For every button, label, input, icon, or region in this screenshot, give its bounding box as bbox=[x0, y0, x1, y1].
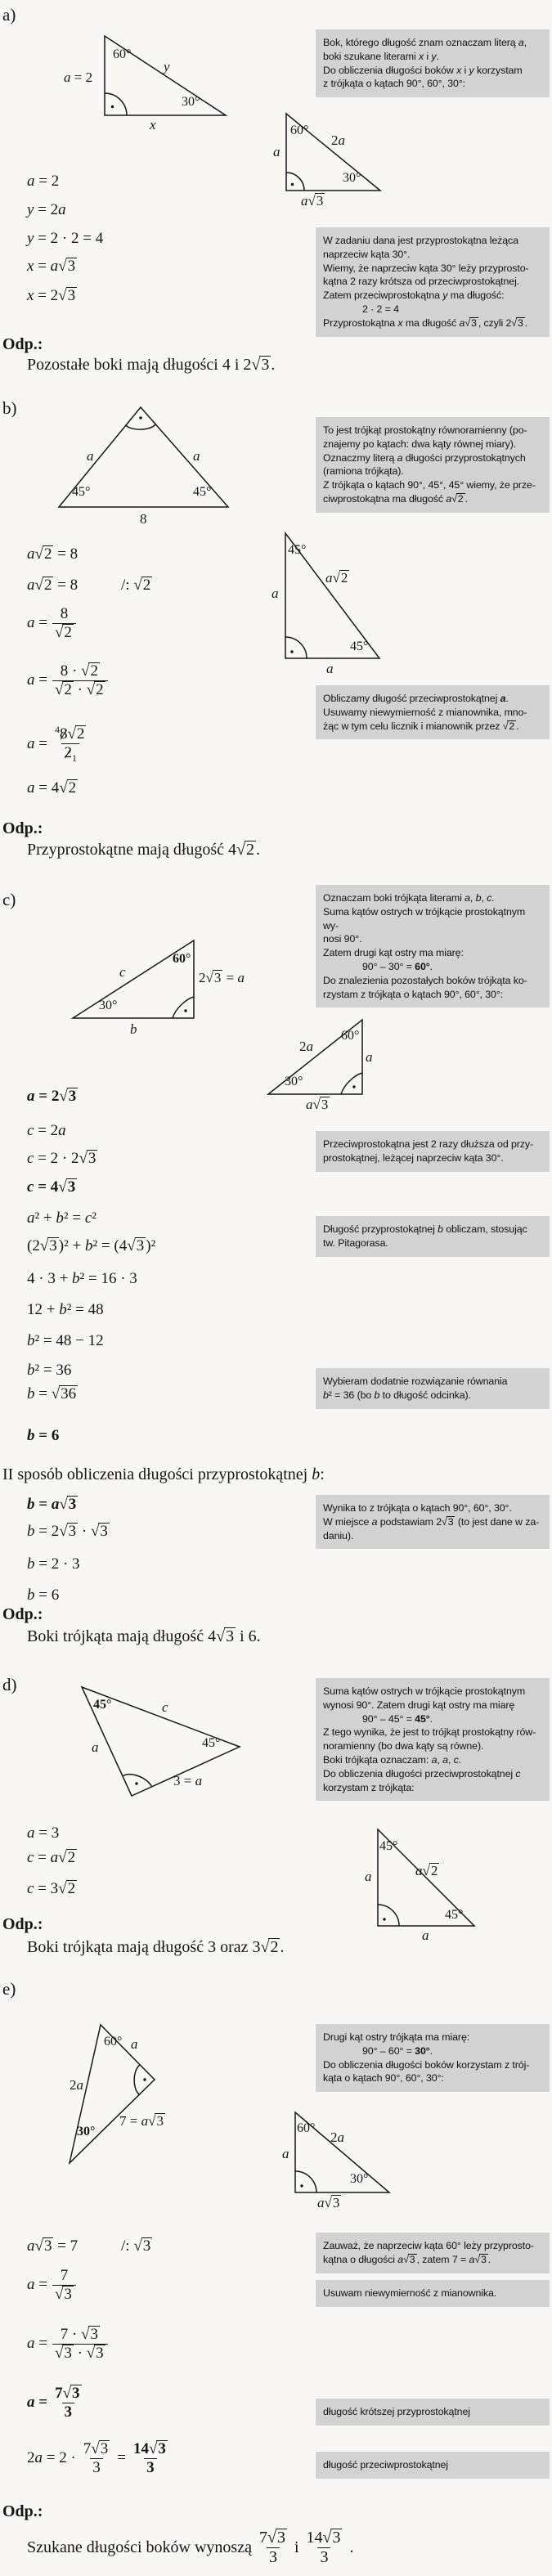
equation-lhs: a = bbox=[27, 2276, 47, 2294]
triangle-b-side-bottom: 8 bbox=[140, 511, 147, 527]
triangle-e-ref-side-bottom: a√3 bbox=[317, 2195, 340, 2210]
section-e-label: e) bbox=[2, 1979, 16, 1999]
triangle-e-ref-side-left: a bbox=[282, 2146, 289, 2161]
triangle-c-ref-hypotenuse: 2a bbox=[299, 1039, 313, 1054]
triangle-d-ref-angle-right: 45° bbox=[445, 1908, 464, 1922]
fraction bbox=[52, 725, 88, 765]
triangle-e-ref-hypotenuse: 2a bbox=[330, 2129, 344, 2145]
note-box-b-triangle-type: To jest trójkąt prostokątny równoramienny (po- znajemy po kątach: dwa kąty równej miary). Oznaczmy literą a długości przyprostokątnych (ramiona trójkąta). Z trójkąta o kątach 90°, 45°, 45° wiemy, że prze- ciwprostokątna ma długość a√2 . bbox=[316, 417, 550, 513]
equation-c-m2-1: b = a√3 bbox=[27, 1496, 77, 1513]
triangle-c-angle-top: 60° bbox=[173, 952, 191, 966]
answer-a-heading: Odp.: bbox=[2, 335, 43, 353]
fraction-numerator: 14√3 bbox=[132, 2440, 166, 2457]
fraction-numerator: 7√3 bbox=[258, 2529, 285, 2547]
equation-c-m2-2: b = 2√3 · √3 bbox=[27, 1523, 108, 1540]
triangle-d-ref-hypotenuse: a√2 bbox=[415, 1863, 438, 1878]
answer-c-heading: Odp.: bbox=[2, 1605, 43, 1623]
equation-lhs: a = bbox=[27, 2394, 48, 2412]
triangle-b-side-right: a bbox=[193, 448, 200, 464]
triangle-a-angle-top: 60° bbox=[113, 47, 132, 61]
fraction-numerator: 7√3 bbox=[55, 2385, 80, 2402]
equation-e-1: a√3 = 7 bbox=[27, 2237, 79, 2255]
note-box-c-pythagoras: Długość przyprostokątnej b obliczam, stosując tw. Pitagorasa. bbox=[316, 1216, 550, 1257]
triangle-d-angle-top: 45° bbox=[93, 1698, 112, 1712]
triangle-b-side-left: a bbox=[87, 448, 94, 464]
section-a-label: a) bbox=[2, 5, 16, 25]
triangle-d-angle-right: 45° bbox=[202, 1736, 221, 1750]
note-box-c-angles: Oznaczam boki trójkąta literami a, b, c. Suma kątów ostrych w trójkącie prostokątnym wy- nosi 90°. Zatem drugi kąt ostry ma miarę: 90° – 30° = 60°. Do znalezienia pozostałych boków trójkąta ko- rzystam z trójkąta o kątach 90°, 60°, 30°: bbox=[316, 885, 550, 1008]
triangle-c-angle-left: 30° bbox=[99, 999, 118, 1012]
triangle-c-ref-side-right: a bbox=[366, 1049, 373, 1065]
answer-b-text: Przyprostokątne mają długość 4√2 . bbox=[27, 841, 261, 859]
note-box-e-shorter-leg: długość krótszej przyprostokątnej bbox=[316, 2399, 550, 2426]
fraction-denominator: 3 bbox=[144, 2458, 157, 2477]
triangle-b-angle-left: 45° bbox=[72, 485, 91, 499]
equation-c-9: b² = 48 − 12 bbox=[27, 1332, 104, 1349]
triangle-d-ref-side-left: a bbox=[365, 1869, 372, 1884]
equation-c-11: b = √36 bbox=[27, 1385, 77, 1402]
note-box-c-hypotenuse: Przeciwprostokątna jest 2 razy dłuższa od przy- prostokątnej, leżącej naprzeciw kąta 30°. bbox=[316, 1131, 550, 1172]
triangle-d-side-left: a bbox=[92, 1739, 99, 1755]
equation-c-7: 4 · 3 + b² = 16 · 3 bbox=[27, 1270, 137, 1287]
note-box-c-method2: Wynika to z trójkąta o kątach 90°, 60°, 30°. W miejsce a podstawiam 2√3 (to jest dane w za- daniu). bbox=[316, 1495, 550, 1549]
answer-prefix: Szukane długości boków wynoszą bbox=[27, 2538, 252, 2556]
equation-b-fraction-3-cancelled bbox=[27, 725, 88, 765]
equation-e-1-operation-note: /: √3 bbox=[121, 2237, 151, 2255]
fraction-numerator: 7 bbox=[60, 2267, 69, 2284]
fraction bbox=[81, 2440, 112, 2477]
answer-e-heading: Odp.: bbox=[2, 2502, 43, 2520]
equation-e-fraction-2 bbox=[27, 2326, 108, 2363]
triangle-e-ref-angle-top: 60° bbox=[297, 2121, 316, 2135]
note-box-a-given: Bok, którego długość znam oznaczam literą a, boki szukane literami x i y. Do obliczenia długości boków x i y korzystam z trójkąta o kątach 90°, 60°, 30°: bbox=[316, 29, 550, 97]
triangle-e-ref-angle-right: 30° bbox=[350, 2172, 369, 2186]
triangle-c-side-right: 2√3 = a bbox=[199, 970, 245, 985]
equation-c-1: a = 2√3 bbox=[27, 1088, 77, 1105]
note-box-e-rationalize: Usuwam niewymierność z mianownika. bbox=[316, 2280, 550, 2307]
equation-lhs: 2a = 2 · bbox=[27, 2449, 76, 2467]
triangle-a-side-hypotenuse: y bbox=[164, 59, 170, 74]
answer-c-text: Boki trójkąta mają długość 4√3 i 6. bbox=[27, 1627, 261, 1645]
section-c-method2-heading: II sposób obliczenia długości przyprostokątnej b: bbox=[2, 1465, 325, 1483]
section-c-label: c) bbox=[2, 890, 16, 909]
fraction bbox=[52, 2326, 108, 2363]
triangle-b-angle-right: 45° bbox=[193, 485, 212, 499]
period: . bbox=[349, 2538, 354, 2556]
triangle-e-side-left: 2a bbox=[70, 2077, 83, 2093]
triangle-a-side-left: a = 2 bbox=[64, 70, 93, 85]
fraction bbox=[52, 2267, 76, 2304]
triangle-d-ref-side-bottom: a bbox=[422, 1928, 429, 1943]
equation-c-8: 12 + b² = 48 bbox=[27, 1301, 104, 1318]
equation-lhs: a = bbox=[27, 2335, 47, 2353]
note-box-a-conclusion: W zadaniu dana jest przyprostokątna leżąca naprzeciw kąta 30°. Wiemy, że naprzeciw kąta 30° leży przyprosto- kątna 2 razy krótsza od przeciwprostokątnej. Zatem przeciwprostokątna y ma długość: 2 · 2 = 4 Przyprostokątna x ma długość a√3 , czyli 2√3 . bbox=[316, 227, 550, 337]
equation-d-3: c = 3√2 bbox=[27, 1880, 76, 1897]
equation-lhs: a = bbox=[27, 614, 47, 632]
equation-a-3: y = 2 · 2 = 4 bbox=[27, 230, 104, 247]
note-box-c-positive-root: Wybieram dodatnie rozwiązanie równania b² = 36 (bo b to długość odcinka). bbox=[316, 1368, 550, 1409]
fraction bbox=[52, 605, 76, 642]
equation-b-1: a√2 = 8 bbox=[27, 545, 79, 563]
equation-d-1: a = 3 bbox=[27, 1824, 60, 1842]
equation-e-hypotenuse-result bbox=[27, 2440, 170, 2477]
answer-d-heading: Odp.: bbox=[2, 1915, 43, 1933]
equation-b-2-operation-note: /: √2 bbox=[121, 577, 151, 594]
equation-c-m2-4: b = 6 bbox=[27, 1586, 60, 1604]
fraction-denominator: √2 bbox=[52, 623, 76, 642]
fraction bbox=[304, 2529, 345, 2567]
section-d-label: d) bbox=[2, 1675, 17, 1694]
triangle-c-ref-angle-left: 30° bbox=[285, 1075, 303, 1088]
triangle-a-side-bottom: x bbox=[150, 117, 156, 132]
equation-a-5: x = 2√3 bbox=[27, 287, 76, 304]
note-box-e-angles: Drugi kąt ostry trójkąta ma miarę: 90° – 60° = 30°. Do obliczenia długości boków korzystam z trój- kąta o kątach 90°, 60°, 30°: bbox=[316, 2024, 550, 2092]
equation-c-3: c = 2 · 2√3 bbox=[27, 1150, 96, 1167]
fraction bbox=[131, 2440, 170, 2477]
equation-b-2: a√2 = 8 bbox=[27, 577, 79, 594]
equation-a-2: y = 2a bbox=[27, 201, 66, 218]
conjunction: i bbox=[294, 2538, 299, 2556]
fraction-denominator: √2 · √2 bbox=[52, 680, 108, 699]
fraction bbox=[52, 662, 108, 699]
triangle-a-ref-angle-top: 60° bbox=[290, 123, 309, 137]
triangle-a-ref-hypotenuse: 2a bbox=[331, 132, 345, 148]
equation-b-result: a = 4√2 bbox=[27, 779, 77, 797]
note-box-e-hypotenuse-label: długość przeciwprostokątnej bbox=[316, 2452, 550, 2479]
note-box-d-angles: Suma kątów ostrych w trójkącie prostokątnym wynosi 90°. Zatem drugi kąt ostry ma miarę 90° – 45° = 45°. Z tego wynika, że jest to trójkąt prostokątny rów- noramienny (bo dwa kąty są równe). Boki trójkąta oznaczam: a, a, c. Do obliczenia długości przeciwprostokątnej c korzystam z trójkąta: bbox=[316, 1678, 550, 1801]
fraction-denominator: 3 bbox=[317, 2547, 330, 2567]
answer-b-heading: Odp.: bbox=[2, 819, 43, 837]
fraction-numerator: 8 bbox=[60, 605, 69, 622]
triangle-b-ref-side-left: a bbox=[272, 586, 279, 601]
triangle-d-side-top: c bbox=[162, 1699, 168, 1715]
triangle-e-angle-top: 60° bbox=[104, 2035, 123, 2049]
equation-e-fraction-3-result bbox=[27, 2385, 84, 2421]
note-box-b-rationalize: Obliczamy długość przeciwprostokątnej a. Usuwamy niewymierność z mianownika, mno- żąc w tym celu licznik i mianownik przez √2 . bbox=[316, 685, 550, 739]
equals-sign: = bbox=[117, 2449, 126, 2467]
triangle-a-angle-right: 30° bbox=[182, 95, 200, 109]
equation-a-1: a = 2 bbox=[27, 173, 60, 190]
equation-c-10: b² = 36 bbox=[27, 1362, 72, 1379]
triangle-b-ref-angle-right: 45° bbox=[350, 640, 369, 653]
answer-d-text: Boki trójkąta mają długość 3 oraz 3√2 . bbox=[27, 1938, 285, 1956]
equation-b-fraction-2 bbox=[27, 662, 108, 699]
triangle-b-ref-hypotenuse: a√2 bbox=[325, 570, 348, 586]
equation-b-fraction-1 bbox=[27, 605, 76, 642]
triangle-b-ref-angle-top: 45° bbox=[288, 543, 307, 557]
triangle-a-ref-side-bottom: a√3 bbox=[301, 193, 324, 209]
equation-c-5-pythagoras: a² + b² = c² bbox=[27, 1209, 96, 1227]
triangle-e-side-top-right: a bbox=[131, 2036, 138, 2052]
equation-a-4: x = a√3 bbox=[27, 258, 76, 275]
equation-lhs: a = bbox=[27, 735, 47, 753]
fraction-numerator: $^4$8√2 bbox=[54, 724, 85, 743]
equation-c-4: c = 4√3 bbox=[27, 1178, 76, 1196]
fraction bbox=[52, 2385, 83, 2421]
triangle-c-ref-side-bottom: a√3 bbox=[306, 1097, 329, 1112]
fraction-numerator: 7√3 bbox=[83, 2440, 109, 2457]
fraction-denominator: √3 · √3 bbox=[52, 2344, 108, 2363]
triangle-c-side-bottom: b bbox=[130, 1021, 137, 1037]
fraction-numerator: 8 · √2 bbox=[60, 662, 98, 680]
equation-c-6: (2√3 )² + b² = (4√3 )² bbox=[27, 1237, 156, 1254]
equation-lhs: a = bbox=[27, 671, 47, 689]
fraction-denominator: √3 bbox=[52, 2285, 76, 2304]
triangle-e-angle-bottom: 30° bbox=[77, 2125, 96, 2138]
fraction-denominator: 3 bbox=[267, 2547, 280, 2567]
triangle-e-side-lower-right: 7 = a√3 bbox=[119, 2113, 164, 2129]
answer-e-text bbox=[27, 2529, 353, 2567]
triangle-c-hypotenuse: c bbox=[119, 964, 126, 980]
fraction bbox=[257, 2529, 289, 2567]
triangle-b-ref-side-bottom: a bbox=[326, 661, 334, 676]
fraction-numerator: 7 · √3 bbox=[60, 2326, 98, 2343]
equation-c-12-result: b = 6 bbox=[27, 1427, 60, 1444]
triangle-c-ref-angle-top: 60° bbox=[341, 1029, 360, 1043]
triangle-a-ref-angle-right: 30° bbox=[343, 171, 361, 185]
note-box-e-hypotenuse-note: Zauważ, że naprzeciw kąta 60° leży przyprosto- kątna o długości a√3 , zatem 7 = a√3 . bbox=[316, 2233, 550, 2273]
fraction-numerator: 14√3 bbox=[306, 2529, 341, 2547]
fraction-denominator: $2_1$ bbox=[61, 743, 79, 765]
section-b-label: b) bbox=[2, 398, 17, 418]
equation-e-fraction-1 bbox=[27, 2267, 76, 2304]
answer-a-text: Pozostałe boki mają długości 4 i 2√3 . bbox=[27, 356, 276, 374]
equation-c-2: c = 2a bbox=[27, 1122, 66, 1139]
equation-d-2: c = a√2 bbox=[27, 1849, 76, 1866]
triangle-a-ref-side-left: a bbox=[273, 144, 280, 159]
equation-c-m2-3: b = 2 · 3 bbox=[27, 1555, 80, 1573]
triangle-d-side-bottom-right: 3 = a bbox=[173, 1773, 203, 1788]
fraction-denominator: 3 bbox=[90, 2458, 103, 2477]
triangle-d-ref-angle-top: 45° bbox=[379, 1839, 398, 1853]
fraction-denominator: 3 bbox=[62, 2403, 75, 2421]
